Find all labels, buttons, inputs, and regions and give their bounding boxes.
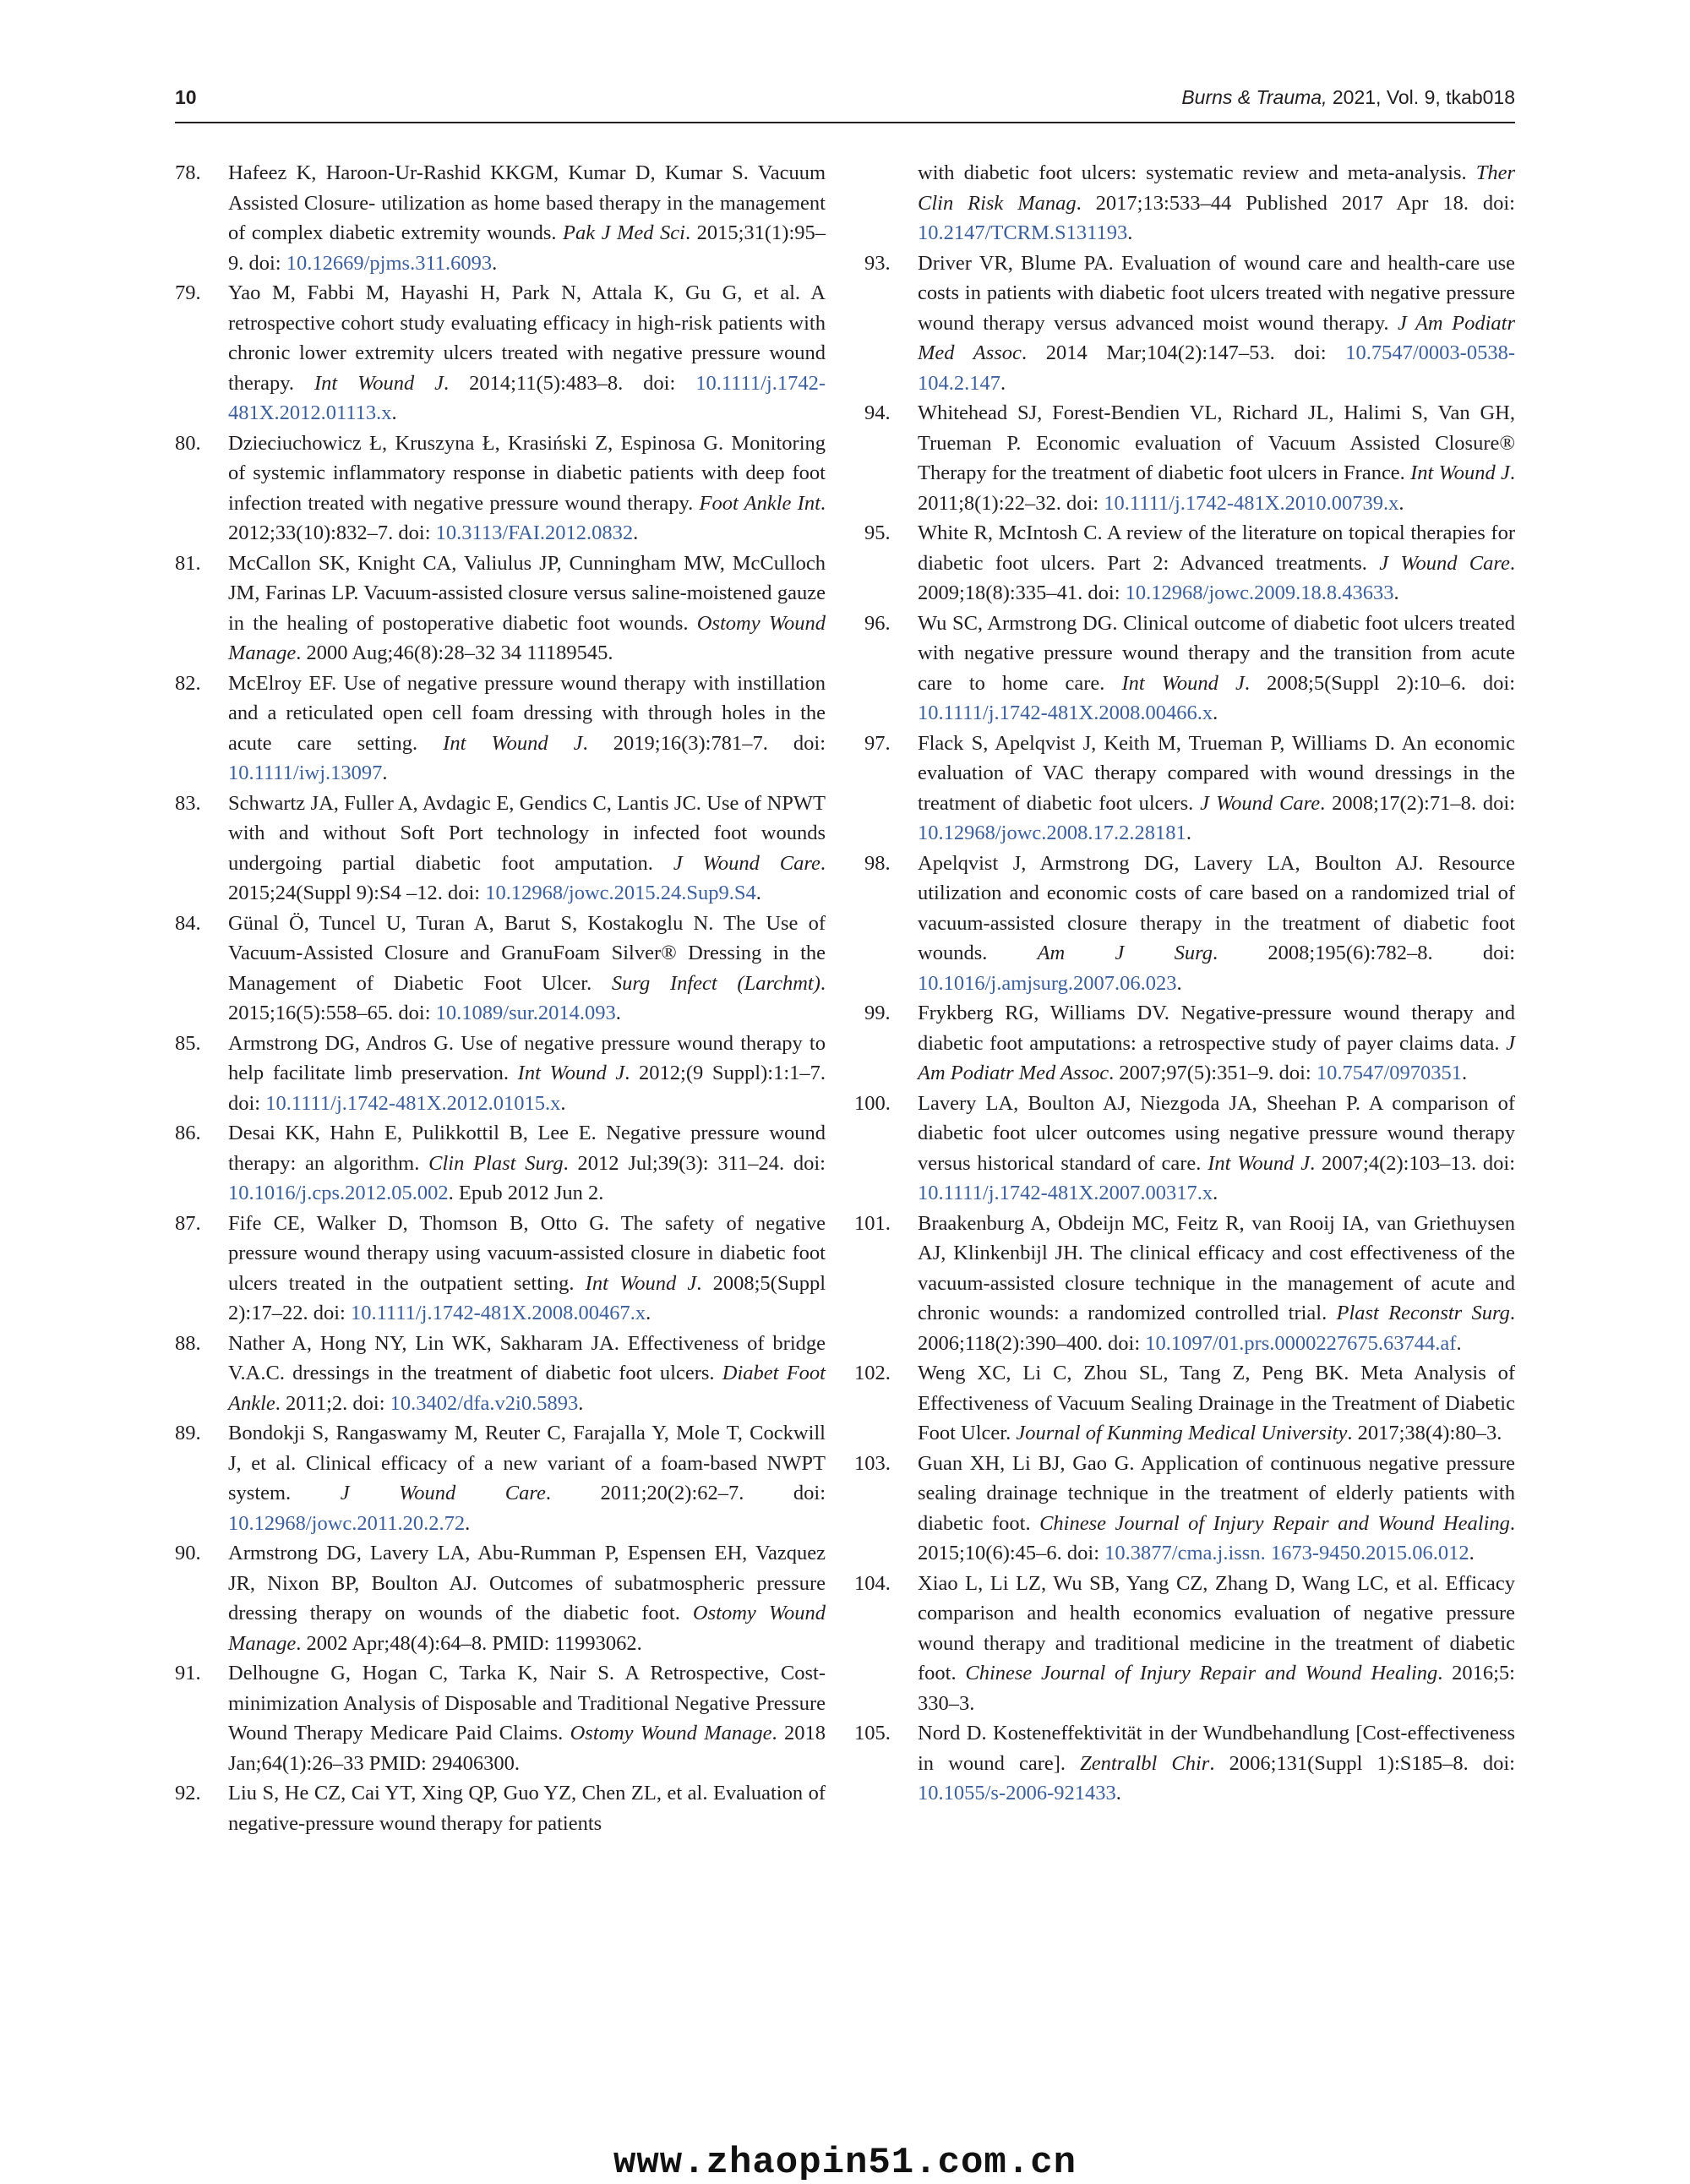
reference-end: . [1213, 702, 1218, 724]
reference-number: 79. [175, 281, 201, 304]
journal-citation: 2021, Vol. 9, tkab018 [1327, 86, 1515, 108]
doi-link[interactable]: 10.1055/s-2006-921433 [918, 1782, 1116, 1805]
reference-end: . [633, 521, 639, 544]
reference-end: . [1462, 1062, 1468, 1084]
reference-item [175, 429, 826, 549]
doi-link[interactable]: 10.7547/0003-0538-104.2.147 [918, 341, 1515, 395]
reference-text: Apelqvist J, Armstrong DG, Lavery LA, Boulton AJ. Resource utilization and economic costs of care based on a randomized trial of vacuum-assisted closure therapy in the treatment of diabetic foot wounds. [918, 851, 1515, 964]
reference-text: Desai KK, Hahn E, Pulikkottil B, Lee E. Negative pressure wound therapy: an algorithm. [228, 1122, 826, 1175]
reference-details: . 2014 Mar;104(2):147–53. doi: [1021, 341, 1346, 364]
reference-details: . 2006;131(Suppl 1):S185–8. doi: [1209, 1751, 1515, 1775]
reference-journal: Int Wound J [1208, 1151, 1311, 1175]
reference-details: . 2008;17(2):71–8. doi: [1320, 791, 1516, 815]
reference-body [918, 518, 1515, 609]
reference-journal: Pak J Med Sci [563, 221, 685, 244]
reference-number: 104. [854, 1571, 891, 1595]
reference-details: . 2017;38(4):80–3. [1347, 1422, 1502, 1444]
reference-continuation [864, 158, 1515, 248]
reference-number: 97. [864, 731, 891, 755]
reference-number: 82. [175, 671, 201, 695]
reference-item [864, 398, 1515, 518]
reference-body [918, 398, 1515, 518]
watermark: www.zhaopin51.com.cn [613, 2142, 1077, 2184]
doi-link[interactable]: 10.3877/cma.j.issn. 1673-9450.2015.06.012 [1104, 1542, 1469, 1564]
reference-number: 80. [175, 431, 201, 455]
doi-link[interactable]: 10.2147/TCRM.S131193 [918, 221, 1128, 244]
reference-journal: Foot Ankle Int [699, 491, 820, 515]
reference-details: . 2012;33(10):832–7. doi: [228, 491, 826, 544]
reference-body [228, 1658, 826, 1778]
doi-link[interactable]: 10.1089/sur.2014.093 [435, 1002, 616, 1024]
reference-details: . 2008;5(Suppl 2):10–6. doi: [1244, 671, 1515, 695]
reference-text: Braakenburg A, Obdeijn MC, Feitz R, van Rooij IA, van Griethuysen AJ, Klinkenbijl JH. The clinical efficacy and cost effectiveness of the vacuum-assisted closure technique in the management of acute and chronic wounds: a randomized controlled trial. [918, 1211, 1515, 1324]
reference-body [228, 669, 826, 789]
reference-number: 93. [864, 251, 891, 275]
reference-details: . 2012;(9 Suppl):1:1–7. doi: [228, 1062, 826, 1115]
reference-text: Whitehead SJ, Forest-Bendien VL, Richard JL, Halimi S, Van GH, Trueman P. Economic evaluation of Vacuum Assisted Closure® Therapy for the treatment of diabetic foot ulcers in France. [918, 401, 1515, 484]
reference-item [864, 849, 1515, 999]
reference-journal: Int Wound J [443, 731, 583, 755]
reference-details: . 2011;2. doi: [275, 1391, 390, 1415]
reference-column-right [854, 158, 1516, 1809]
reference-body [918, 729, 1515, 849]
reference-number: 94. [864, 401, 891, 424]
doi-link[interactable]: 10.12968/jowc.2015.24.Sup9.S4 [485, 882, 756, 904]
page-number: 10 [175, 86, 197, 108]
reference-text: Frykberg RG, Williams DV. Negative-pressure wound therapy and diabetic foot amputations: a retrospective study of payer claims data. [918, 1002, 1515, 1055]
reference-number: 105. [854, 1722, 891, 1744]
reference-text: Xiao L, Li LZ, Wu SB, Yang CZ, Zhang D, Wang LC, et al. Efficacy comparison and health economics evaluation of negative pressure wound therapy and traditional medicine in the treatment of diabetic foot. [918, 1571, 1515, 1684]
reference-number: 98. [864, 851, 891, 875]
reference-end: . [1000, 371, 1006, 395]
reference-journal: Int Wound J [1121, 671, 1245, 695]
reference-journal: Ostomy Wound Manage [228, 611, 826, 664]
doi-link[interactable]: 10.1097/01.prs.0000227675.63744.af [1145, 1331, 1457, 1355]
reference-item [864, 729, 1515, 849]
reference-body [228, 1029, 826, 1119]
reference-details: . 2011;8(1):22–32. doi: [918, 461, 1516, 515]
reference-body [918, 1569, 1515, 1719]
reference-end: . [646, 1302, 651, 1324]
reference-end: . [492, 251, 498, 275]
reference-item [854, 1449, 1515, 1569]
reference-journal: J Am Podiatr Med Assoc [918, 311, 1515, 364]
reference-journal: J Am Podiatr Med Assoc [918, 1031, 1515, 1084]
reference-body [918, 248, 1515, 399]
reference-item [864, 248, 1515, 399]
reference-end: . [1393, 581, 1399, 604]
doi-link[interactable]: 10.1111/j.1742-481X.2012.01113.x [228, 371, 826, 424]
reference-body [918, 1718, 1515, 1809]
reference-item [175, 1418, 826, 1538]
reference-end: . [1176, 971, 1182, 995]
reference-item [175, 278, 826, 429]
reference-details: . 2008;195(6):782–8. doi: [1212, 942, 1515, 964]
reference-journal: Chinese Journal of Injury Repair and Wound Healing [1039, 1511, 1510, 1535]
page-header [175, 83, 1515, 123]
reference-journal: Clin Plast Surg [428, 1151, 564, 1175]
reference-number: 96. [864, 611, 891, 635]
journal-name: Burns & Trauma, [1181, 86, 1327, 108]
reference-end: . [1456, 1331, 1462, 1355]
doi-link[interactable]: 10.3402/dfa.v2i0.5893 [390, 1391, 579, 1415]
reference-body: with diabetic foot ulcers: systematic review and meta-analysis. Ther Clin Risk Manag. 2017;13:533–44 Published 2017 Apr 18. doi: 10.2147/TCRM.S131193. [918, 161, 1515, 244]
reference-body [918, 998, 1515, 1089]
reference-details: . 2015;31(1):95–9. doi: [228, 221, 826, 275]
doi-link[interactable]: 10.7547/0970351 [1316, 1062, 1463, 1084]
reference-body [918, 1089, 1515, 1209]
doi-link[interactable]: 10.12968/jowc.2011.20.2.72 [228, 1511, 466, 1535]
reference-details: . 2019;16(3):781–7. doi: [582, 731, 826, 755]
reference-text: Bondokji S, Rangaswamy M, Reuter C, Farajalla Y, Mole T, Cockwill J, et al. Clinical efficacy of a new variant of a foam-based NWPT system. [228, 1422, 826, 1504]
reference-journal: Diabet Foot Ankle [228, 1362, 826, 1415]
reference-item [864, 998, 1515, 1089]
reference-body [228, 549, 826, 669]
reference-details: . 2016;5: 330–3. [918, 1662, 1515, 1715]
reference-number: 78. [175, 161, 201, 184]
reference-body [918, 609, 1515, 729]
reference-number: 90. [175, 1542, 201, 1564]
reference-journal: J Wound Care [673, 851, 820, 875]
reference-text: Wu SC, Armstrong DG. Clinical outcome of diabetic foot ulcers treated with negative pressure wound therapy and the transition from acute care to home care. [918, 611, 1515, 695]
reference-text: White R, McIntosh C. A review of the literature on topical therapies for diabetic foot ulcers. Part 2: Advanced treatments. [918, 521, 1515, 575]
reference-number: 99. [864, 1002, 891, 1024]
doi-link[interactable]: 10.1111/j.1742-481X.2012.01015.x [265, 1091, 561, 1115]
doi-link[interactable]: 10.12669/pjms.311.6093 [286, 251, 493, 275]
reference-end: . [382, 762, 388, 784]
reference-end: . [391, 401, 397, 424]
reference-number: 88. [175, 1331, 201, 1355]
reference-details: . 2015;10(6):45–6. doi: [918, 1511, 1515, 1564]
reference-journal: Int Wound J [585, 1271, 697, 1295]
reference-body [918, 1209, 1515, 1359]
reference-journal: Plast Reconstr Surg [1336, 1302, 1510, 1324]
doi-link[interactable]: 10.1111/j.1742-481X.2007.00317.x [918, 1182, 1213, 1204]
reference-end: . [1398, 491, 1404, 515]
reference-body [228, 789, 826, 909]
reference-column-left [175, 158, 826, 1838]
reference-journal: J Wound Care [340, 1482, 546, 1504]
reference-text: Günal Ö, Tuncel U, Turan A, Barut S, Kostakoglu N. The Use of Vacuum-Assisted Closure and GranuFoam Silver® Dressing in the Management of Diabetic Foot Ulcer. [228, 911, 826, 995]
reference-details: . 2007;97(5):351–9. doi: [1109, 1062, 1317, 1084]
reference-journal: Am J Surg [1037, 942, 1213, 964]
doi-link[interactable]: 10.3113/FAI.2012.0832 [435, 521, 634, 544]
reference-text: Fife CE, Walker D, Thomson B, Otto G. The safety of negative pressure wound therapy using vacuum-assisted closure in diabetic foot ulcers treated in the outpatient setting. [228, 1211, 826, 1295]
reference-end: . [1213, 1182, 1218, 1204]
reference-body [228, 1329, 826, 1419]
reference-details: . 2012 Jul;39(3): 311–24. doi: [563, 1151, 826, 1175]
reference-text: Schwartz JA, Fuller A, Avdagic E, Gendics C, Lantis JC. Use of NPWT with and without Soft Port technology in infected foot wounds undergoing partial diabetic foot amputation. [228, 791, 826, 875]
reference-text: Dzieciuchowicz Ł, Kruszyna Ł, Krasiński Z, Espinosa G. Monitoring of systemic inflammatory response in diabetic patients with deep foot infection treated with negative pressure wound therapy. [228, 431, 826, 515]
reference-item [175, 549, 826, 669]
reference-text: Driver VR, Blume PA. Evaluation of wound care and health-care use costs in patients with diabetic foot ulcers treated with negative pressure wound therapy versus advanced moist wound therapy. [918, 251, 1515, 335]
reference-body [918, 849, 1515, 999]
reference-text: Nord D. Kosteneffektivität in der Wundbehandlung [Cost-effectiveness in wound care]. [918, 1722, 1515, 1775]
reference-journal: Journal of Kunming Medical University [1016, 1422, 1348, 1444]
reference-item [175, 1329, 826, 1419]
reference-item [175, 1658, 826, 1778]
reference-text: Armstrong DG, Lavery LA, Abu-Rumman P, Espensen EH, Vazquez JR, Nixon BP, Boulton AJ. Outcomes of subatmospheric pressure dressing therapy on wounds of the diabetic foot. [228, 1542, 826, 1624]
reference-item [175, 1118, 826, 1209]
reference-end: . [560, 1091, 566, 1115]
reference-end: . [1469, 1542, 1475, 1564]
doi-link[interactable]: 10.12968/jowc.2009.18.8.43633 [1125, 581, 1394, 604]
reference-item [864, 518, 1515, 609]
reference-body [228, 1209, 826, 1329]
reference-item [175, 909, 826, 1029]
reference-journal: Int Wound J [1410, 461, 1510, 484]
reference-end: . [578, 1391, 584, 1415]
reference-journal: J Wound Care [1379, 551, 1510, 575]
reference-item [175, 1538, 826, 1658]
reference-number: 84. [175, 911, 201, 935]
reference-item [175, 1778, 826, 1838]
reference-number: 83. [175, 791, 201, 815]
doi-link[interactable]: 10.1111/j.1742-481X.2008.00467.x [350, 1302, 646, 1324]
reference-text: Flack S, Apelqvist J, Keith M, Trueman P, Williams D. An economic evaluation of VAC therapy compared with wound dressings in the treatment of diabetic foot ulcers. [918, 731, 1515, 815]
reference-number: 86. [175, 1122, 201, 1144]
reference-details: . 2000 Aug;46(8):28–32 34 11189545. [296, 642, 613, 664]
reference-item [854, 1569, 1515, 1719]
reference-body [228, 278, 826, 429]
reference-number: 92. [175, 1782, 201, 1805]
reference-item [864, 609, 1515, 729]
reference-journal: J Wound Care [1200, 791, 1321, 815]
reference-item [175, 1209, 826, 1329]
reference-details: . 2002 Apr;48(4):64–8. PMID: 11993062. [296, 1631, 642, 1655]
doi-link[interactable]: 10.1111/j.1742-481X.2010.00739.x [1104, 491, 1399, 515]
reference-item [175, 789, 826, 909]
reference-journal: Chinese Journal of Injury Repair and Wound Healing [965, 1662, 1438, 1684]
reference-item [854, 1209, 1515, 1359]
reference-body [228, 909, 826, 1029]
doi-link[interactable]: 10.12968/jowc.2008.17.2.28181 [918, 822, 1186, 844]
reference-journal: Surg Infect (Larchmt) [611, 971, 820, 995]
reference-number: 91. [175, 1662, 201, 1684]
reference-item [854, 1718, 1515, 1809]
reference-number: 89. [175, 1422, 201, 1444]
reference-journal: Ther Clin Risk Manag [918, 161, 1515, 215]
reference-item [175, 158, 826, 278]
reference-number: 100. [854, 1091, 891, 1115]
reference-journal: Int Wound J [517, 1062, 625, 1084]
reference-journal: Ostomy Wound Manage [228, 1602, 826, 1655]
doi-link[interactable]: 10.1111/iwj.13097 [228, 762, 383, 784]
reference-text: Weng XC, Li C, Zhou SL, Tang Z, Peng BK. Meta Analysis of Effectiveness of Vacuum Sealing Drainage in the Treatment of Diabetic Foot Ulcer. [918, 1362, 1515, 1444]
reference-number: 87. [175, 1211, 201, 1235]
reference-text: Hafeez K, Haroon-Ur-Rashid KKGM, Kumar D, Kumar S. Vacuum Assisted Closure- utilization as home based therapy in the management of complex diabetic extremity wounds. [228, 161, 826, 244]
reference-number: 101. [854, 1211, 891, 1235]
reference-end: . [465, 1511, 471, 1535]
reference-details: . 2018 Jan;64(1):26–33 PMID: 29406300. [228, 1722, 826, 1775]
reference-details: . 2015;16(5):558–65. doi: [228, 971, 826, 1024]
reference-number: 103. [854, 1451, 891, 1475]
reference-number: 102. [854, 1362, 891, 1384]
reference-body [228, 158, 826, 278]
reference-number: 85. [175, 1031, 201, 1055]
reference-text: Guan XH, Li BJ, Gao G. Application of continuous negative pressure sealing drainage technique in the treatment of elderly patients with diabetic foot. [918, 1451, 1515, 1535]
reference-item [854, 1089, 1516, 1209]
reference-text: McElroy EF. Use of negative pressure wound therapy with instillation and a reticulated open cell foam dressing with through holes in the acute care setting. [228, 671, 826, 755]
reference-end: . [755, 882, 761, 904]
reference-details: . 2009;18(8):335–41. doi: [918, 551, 1515, 604]
reference-text: McCallon SK, Knight CA, Valiulus JP, Cunningham MW, McCulloch JM, Farinas LP. Vacuum-assisted closure versus saline-moistened gauze in the healing of postoperative diabetic foot wounds. [228, 551, 826, 635]
reference-number: 81. [175, 551, 201, 575]
reference-body [228, 1778, 826, 1838]
reference-end: . [615, 1002, 621, 1024]
reference-details: . 2007;4(2):103–13. doi: [1310, 1151, 1516, 1175]
reference-details: . 2011;20(2):62–7. doi: [545, 1482, 826, 1504]
reference-text: Nather A, Hong NY, Lin WK, Sakharam JA. Effectiveness of bridge V.A.C. dressings in the treatment of diabetic foot ulcers. [228, 1331, 826, 1384]
reference-body [228, 429, 826, 549]
reference-body [228, 1118, 826, 1209]
reference-number: 95. [864, 521, 891, 544]
reference-end: . [1186, 822, 1191, 844]
reference-journal: Int Wound J [313, 371, 444, 395]
reference-item [854, 1358, 1515, 1449]
doi-link[interactable]: 10.1016/j.cps.2012.05.002 [228, 1182, 449, 1204]
reference-text: Liu S, He CZ, Cai YT, Xing QP, Guo YZ, Chen ZL, et al. Evaluation of negative-pressure wound therapy for patients [228, 1782, 826, 1835]
reference-text: Delhougne G, Hogan C, Tarka K, Nair S. A Retrospective, Cost-minimization Analysis of Disposable and Traditional Negative Pressure Wound Therapy Medicare Paid Claims. [228, 1662, 826, 1744]
running-head [1181, 86, 1515, 109]
reference-item [175, 669, 826, 789]
reference-journal: Zentralbl Chir [1080, 1751, 1210, 1775]
reference-details: . 2015;24(Suppl 9):S4 –12. doi: [228, 851, 826, 904]
reference-end: . [1115, 1782, 1121, 1805]
reference-details: . 2006;118(2):390–400. doi: [918, 1302, 1515, 1355]
reference-body [918, 1449, 1515, 1569]
doi-link[interactable]: 10.1111/j.1742-481X.2008.00466.x [918, 702, 1213, 724]
reference-text: Armstrong DG, Andros G. Use of negative pressure wound therapy to help facilitate limb preservation. [228, 1031, 826, 1084]
reference-text: Yao M, Fabbi M, Hayashi H, Park N, Attala K, Gu G, et al. A retrospective cohort study evaluating efficacy in high-risk patients with chronic lower extremity ulcers treated with negative pressure wound therapy. [228, 281, 826, 395]
reference-journal: Ostomy Wound Manage [570, 1722, 772, 1744]
reference-details: . 2014;11(5):483–8. doi: [444, 371, 696, 395]
reference-end: . Epub 2012 Jun 2. [448, 1182, 604, 1204]
reference-body [918, 1358, 1515, 1449]
doi-link[interactable]: 10.1016/j.amjsurg.2007.06.023 [918, 971, 1177, 995]
reference-item [175, 1029, 826, 1119]
reference-body [228, 1538, 826, 1658]
reference-body [228, 1418, 826, 1538]
reference-details: . 2008;5(Suppl 2):17–22. doi: [228, 1271, 826, 1324]
reference-text: Lavery LA, Boulton AJ, Niezgoda JA, Sheehan P. A comparison of diabetic foot ulcer outcomes using negative pressure wound therapy versus historical standard of care. [918, 1091, 1515, 1175]
